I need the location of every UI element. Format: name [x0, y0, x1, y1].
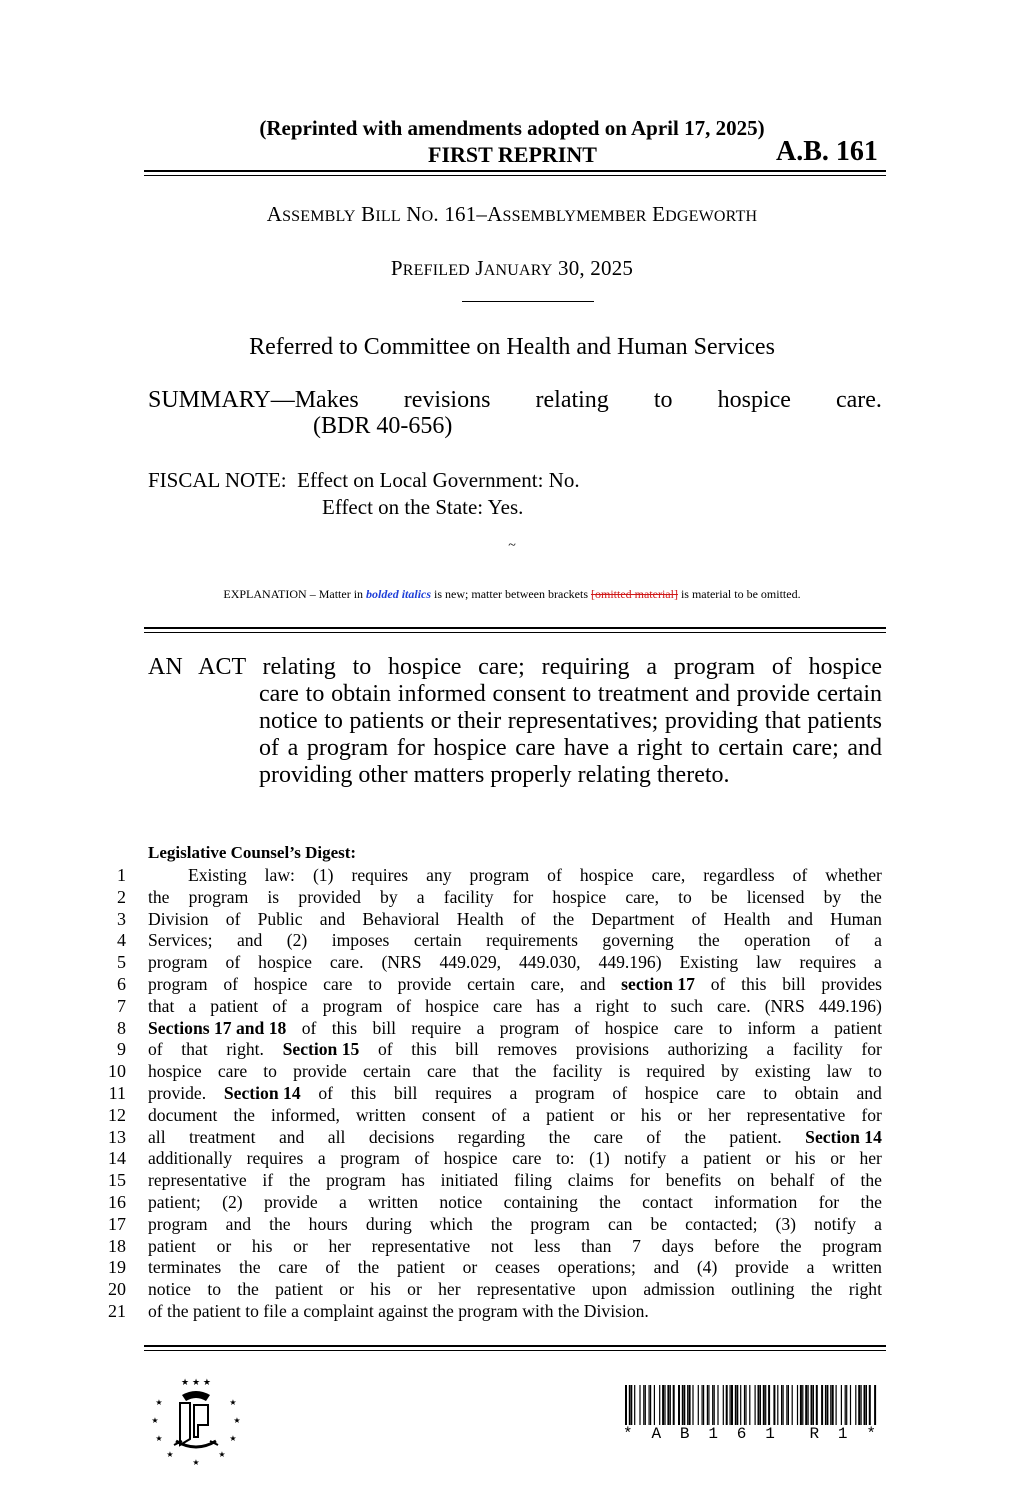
barcode-bar: [714, 1385, 715, 1425]
digest-line: [100, 887, 882, 909]
line-number: 19: [108, 1257, 126, 1278]
barcode-bar: [874, 1385, 876, 1425]
digest-line: [100, 974, 882, 996]
summary-word: revisions: [403, 387, 491, 413]
summary-word: relating: [535, 387, 609, 413]
digest-line-text: all treatment and all decisions regarding the care of the patient. Section 14: [148, 1126, 882, 1147]
barcode-bar: [813, 1385, 814, 1425]
barcode-bar: [625, 1385, 627, 1425]
barcode-bar: [643, 1385, 644, 1425]
svg-text:★: ★: [229, 1434, 237, 1443]
barcode-bar: [687, 1385, 688, 1425]
digest-line-text: patient; (2) provide a written notice containing the contact information for the: [148, 1191, 882, 1212]
barcode-bar: [744, 1385, 745, 1425]
barcode-bar: [731, 1385, 733, 1425]
digest-line: [100, 1301, 882, 1323]
digest-line-text: program of hospice care to provide certain care, and section 17 of this bill provides: [148, 973, 882, 994]
line-number: 13: [108, 1126, 126, 1147]
line-number: 5: [117, 952, 126, 973]
barcode-bar: [749, 1385, 750, 1425]
barcode-bar: [836, 1385, 837, 1425]
barcode-bar: [650, 1385, 651, 1425]
digest-line: [100, 1279, 882, 1301]
barcode-bar: [846, 1385, 847, 1425]
barcode-bar: [811, 1385, 813, 1425]
line-number: 18: [108, 1235, 126, 1256]
barcode-bar: [745, 1385, 746, 1425]
digest-line-text: that a patient of a program of hospice care has a right to such care. (NRS 449.196): [148, 995, 882, 1016]
barcode-bar: [708, 1385, 709, 1425]
barcode-bar: [802, 1385, 803, 1425]
barcode-bar: [730, 1385, 731, 1425]
svg-text:★: ★: [233, 1416, 241, 1425]
barcode-bar: [792, 1385, 793, 1425]
barcode-bar: [702, 1385, 703, 1425]
line-number: 7: [117, 995, 126, 1016]
barcode-bar: [736, 1385, 738, 1425]
digest-line: [100, 1105, 882, 1127]
digest-line: [100, 1236, 882, 1258]
barcode-bar: [825, 1385, 826, 1425]
header-rule-bottom: [144, 175, 886, 176]
barcode-bar: [805, 1385, 807, 1425]
svg-text:★: ★: [151, 1416, 159, 1425]
omitted-matter-marker: [omitted material]: [590, 587, 678, 601]
barcode-bar: [698, 1385, 699, 1425]
barcode-bar: [864, 1385, 866, 1425]
summary-word: to: [653, 387, 673, 413]
digest-line: [100, 1257, 882, 1279]
barcode-bar: [858, 1385, 860, 1425]
header-rule-top: [144, 170, 886, 172]
barcode-icon: [623, 1385, 879, 1425]
fiscal-local: FISCAL NOTE: Effect on Local Government: No.: [148, 468, 580, 492]
barcode-text: [623, 1425, 879, 1443]
digest-line-text: of the patient to file a complaint against the program with the Division.: [148, 1300, 649, 1321]
reprint-note: (Reprinted with amendments adopted on April 17, 2025): [259, 116, 765, 140]
barcode-bar: [673, 1385, 675, 1425]
barcode-bar: [788, 1385, 789, 1425]
barcode-bar: [670, 1385, 671, 1425]
barcode-bar: [800, 1385, 802, 1425]
digest-line-text: program and the hours during which the program can be contacted; (3) notify a: [148, 1213, 882, 1234]
barcode-bar: [735, 1385, 736, 1425]
line-number: 4: [117, 930, 126, 951]
digest-line: [100, 1148, 882, 1170]
line-number: 17: [108, 1213, 126, 1234]
line-number: 20: [108, 1279, 126, 1300]
digest-line-text: document the informed, written consent of a patient or his or her representative for: [148, 1104, 882, 1125]
barcode-bar: [841, 1385, 842, 1425]
barcode-char: 1: [708, 1425, 721, 1443]
digest-line-text: Existing law: (1) requires any program of hospice care, regardless of whether: [188, 865, 882, 885]
barcode-bar: [786, 1385, 787, 1425]
barcode-bar: [845, 1385, 846, 1425]
barcode-char: *: [623, 1425, 636, 1443]
barcode-bar: [712, 1385, 713, 1425]
barcode-bar: [758, 1385, 760, 1425]
digest-body: [100, 865, 882, 1323]
barcode-bar: [821, 1385, 823, 1425]
barcode-bar: [783, 1385, 784, 1425]
explanation: EXPLANATION – Matter in bolded italics is new; matter between brackets [omitted material] is material to be omitted.: [223, 587, 801, 601]
barcode-bar: [717, 1385, 718, 1425]
barcode-bar: [855, 1385, 856, 1425]
barcode-bar: [830, 1385, 831, 1425]
summary-bdr: (BDR 40-656): [313, 413, 453, 439]
barcode-bar: [678, 1385, 680, 1425]
barcode-bar: [726, 1385, 728, 1425]
barcode-char: *: [866, 1425, 879, 1443]
barcode-char: B: [679, 1425, 693, 1443]
digest-line-text: provide. Section 14 of this bill requires a program of hospice care to obtain and: [148, 1082, 882, 1103]
barcode-bar: [740, 1385, 741, 1425]
new-matter-marker: bolded italics: [366, 587, 432, 601]
digest-line-text: of that right. Section 15 of this bill removes provisions authorizing a facility for: [148, 1039, 882, 1060]
digest-title: Legislative Counsel’s Digest:: [148, 843, 357, 862]
line-number: 9: [117, 1039, 126, 1060]
barcode-bar: [692, 1385, 693, 1425]
bill-title: ASSEMBLY BILL NO. 161–ASSEMBLYMEMBER EDGEWORTH: [266, 202, 758, 226]
barcode-bar: [832, 1385, 834, 1425]
digest-line-text: hospice care to provide certain care that the facility is required by existing law to: [148, 1061, 882, 1082]
line-number: 11: [108, 1082, 126, 1103]
svg-text:★: ★: [192, 1458, 200, 1467]
line-number: 2: [117, 886, 126, 907]
barcode-bar: [634, 1385, 635, 1425]
line-number: 1: [117, 865, 126, 885]
digest-line-text: Sections 17 and 18 of this bill require a program of hospice care to inform a patient: [148, 1017, 882, 1038]
line-number: 6: [117, 973, 126, 994]
fiscal-note: [148, 467, 580, 521]
digest-line-text: notice to the patient or his or her representative upon admission outlining the right: [148, 1279, 882, 1300]
svg-text:★ ★ ★: ★ ★ ★: [181, 1378, 211, 1388]
barcode-bar: [629, 1385, 630, 1425]
digest-line-text: terminates the care of the patient or ceases operations; and (4) provide a written: [148, 1257, 882, 1278]
barcode-char: 6: [736, 1425, 750, 1443]
summary: [148, 387, 882, 440]
prefiled-date: PREFILED JANUARY 30, 2025: [390, 256, 634, 280]
barcode-bar: [773, 1385, 775, 1425]
digest-line: [100, 1061, 882, 1083]
digest-line-text: program of hospice care. (NRS 449.029, 449.030, 449.196) Existing law requires a: [148, 952, 882, 973]
barcode-bar: [639, 1385, 640, 1425]
barcode-bar: [755, 1385, 756, 1425]
barcode-bar: [667, 1385, 669, 1425]
digest-line: [100, 1214, 882, 1236]
barcode-bar: [861, 1385, 862, 1425]
summary-word: SUMMARY—Makes: [148, 387, 359, 413]
barcode-char: 1: [765, 1425, 778, 1443]
barcode-bar: [869, 1385, 871, 1425]
an-act-rest: care to obtain informed consent to treatment and provide certain notice to patients or their representatives; providing that patients of a program for hospice care have a right to certain care; and providing other matters properly relating thereto.: [259, 681, 882, 788]
svg-text:★: ★: [155, 1398, 163, 1407]
barcode-bar: [630, 1385, 632, 1425]
digest-line-text: patient or his or her representative not less than 7 days before the program: [148, 1235, 882, 1256]
footer-rule-bottom: [144, 1350, 886, 1351]
barcode-bar: [781, 1385, 782, 1425]
digest-line-text: representative if the program has initiated filing claims for benefits on behalf of the: [148, 1170, 882, 1191]
digest-line: [100, 1127, 882, 1149]
line-number: 10: [108, 1061, 126, 1082]
summary-word: care.: [835, 387, 882, 413]
referred-committee: Referred to Committee on Health and Human Services: [249, 334, 775, 360]
title-divider: [462, 301, 594, 302]
barcode-bar: [760, 1385, 761, 1425]
barcode-bar: [850, 1385, 851, 1425]
nevada-state-seal-icon: [150, 1375, 242, 1467]
tilde-mark: ~: [508, 538, 516, 553]
digest-line: [100, 1039, 882, 1061]
digest-line: [100, 909, 882, 931]
digest-line: [100, 952, 882, 974]
an-act-first-line: AN ACT relating to hospice care; requiring a program of hospice: [148, 654, 882, 680]
line-number: 3: [117, 908, 126, 929]
digest-line-text: Division of Public and Behavioral Health of the Department of Health and Human: [148, 908, 882, 929]
digest-line: [100, 930, 882, 952]
explanation-rule-top: [144, 627, 886, 629]
barcode-char: R: [809, 1425, 823, 1443]
svg-text:★: ★: [229, 1398, 237, 1407]
svg-text:★: ★: [166, 1450, 174, 1459]
barcode-bar: [654, 1385, 655, 1425]
digest-line-text: additionally requires a program of hospice care to: (1) notify a patient or his or her: [148, 1148, 882, 1169]
svg-text:★: ★: [155, 1434, 163, 1443]
footer-rule-top: [144, 1345, 886, 1347]
fiscal-state: Effect on the State: Yes.: [322, 495, 524, 519]
barcode-bar: [659, 1385, 660, 1425]
barcode-bar: [664, 1385, 665, 1425]
digest-line: [100, 1192, 882, 1214]
barcode-bar: [682, 1385, 683, 1425]
barcode-bar: [707, 1385, 708, 1425]
digest-line: [100, 865, 882, 887]
barcode-bar: [777, 1385, 778, 1425]
bill-id: A.B. 161: [776, 136, 878, 167]
barcode-char: 1: [837, 1425, 851, 1443]
barcode-bar: [826, 1385, 828, 1425]
line-number: 8: [117, 1017, 126, 1038]
line-number: 16: [108, 1191, 126, 1212]
barcode-bar: [866, 1385, 867, 1425]
barcode-bar: [689, 1385, 691, 1425]
barcode-bar: [808, 1385, 809, 1425]
barcode-bar: [765, 1385, 766, 1425]
digest-line: [100, 996, 882, 1018]
digest-line: [100, 1170, 882, 1192]
barcode-bar: [797, 1385, 798, 1425]
explanation-rule-bottom: [144, 632, 886, 633]
an-act-title: [148, 654, 882, 789]
line-number: 14: [108, 1148, 126, 1169]
digest-line: [100, 1018, 882, 1040]
barcode-bar: [683, 1385, 685, 1425]
barcode-bar: [662, 1385, 664, 1425]
digest-line-text: the program is provided by a facility for hospice care, to be licensed by the: [148, 886, 882, 907]
barcode-bar: [649, 1385, 650, 1425]
barcode-bar: [645, 1385, 646, 1425]
summary-word: hospice: [717, 387, 791, 413]
barcode-bar: [703, 1385, 704, 1425]
svg-text:★: ★: [218, 1450, 226, 1459]
line-number: 15: [108, 1170, 126, 1191]
line-number: 12: [108, 1104, 126, 1125]
digest-line-text: Services; and (2) imposes certain requirements governing the operation of a: [148, 930, 882, 951]
line-number: 21: [108, 1300, 126, 1321]
barcode-char: A: [651, 1425, 665, 1443]
first-reprint-label: FIRST REPRINT: [428, 142, 597, 167]
barcode-bar: [816, 1385, 818, 1425]
barcode-bar: [763, 1385, 765, 1425]
digest-line: [100, 1083, 882, 1105]
barcode-bar: [723, 1385, 724, 1425]
barcode-bar: [768, 1385, 770, 1425]
